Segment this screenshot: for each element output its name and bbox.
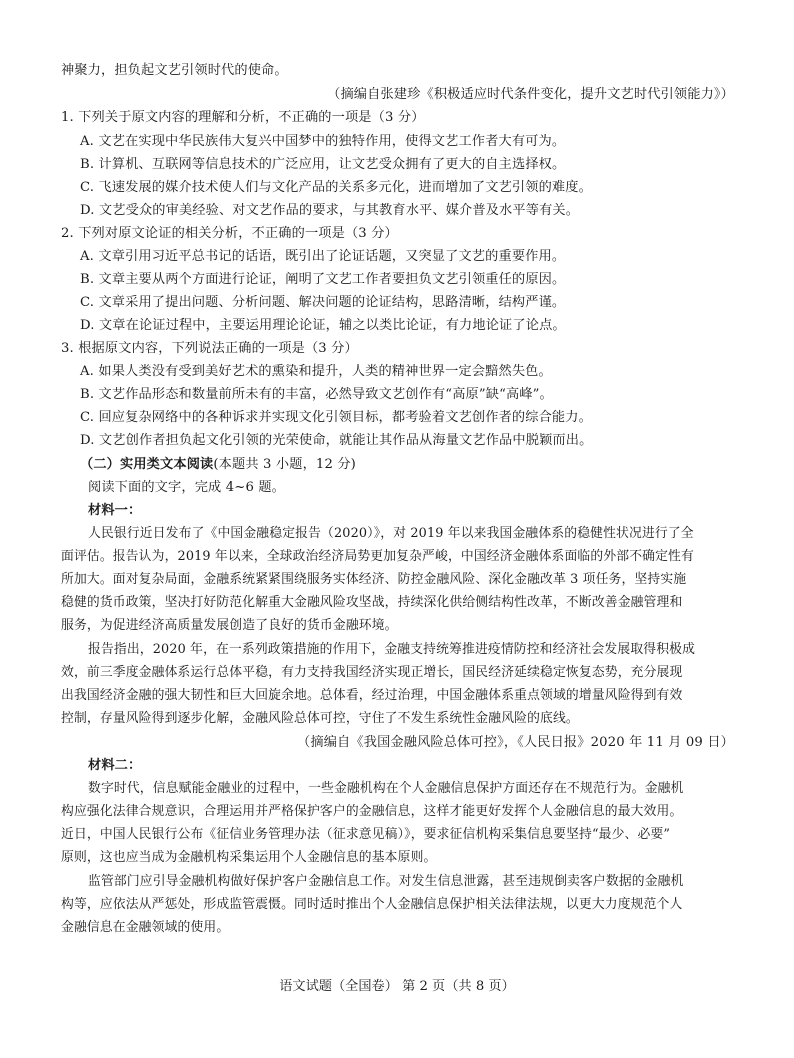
material-1-line: 报告指出，2020 年，在一系列政策措施的作用下，金融支持统筹推进疫情防控和经济社会发展取得积极成 xyxy=(88,642,696,657)
question-2-option-c: C. 文章采用了提出问题、分析问题、解决问题的论证结构，思路清晰，结构严谨。 xyxy=(80,295,566,310)
material-1-line: 出我国经济金融的强大韧性和巨大回旋余地。总体看，经过治理，中国金融体系重点领域的增量风险得到有效 xyxy=(61,688,683,703)
passage-source: （摘编自张建珍《积极适应时代条件变化，提升文艺时代引领能力》） xyxy=(327,87,734,102)
material-2-line: 数字时代，信息赋能金融业的过程中，一些金融机构在个人金融信息保护方面还存在不规范行为。金融机 xyxy=(88,781,684,796)
question-3-option-b: B. 文艺作品形态和数量前所未有的丰富，必然导致文艺创作有“高原”缺“高峰”。 xyxy=(80,387,553,402)
material-1-source: （摘编自《我国金融风险总体可控》，《人民日报》2020 年 11 月 09 日） xyxy=(297,735,734,750)
question-2-option-b: B. 文章主要从两个方面进行论证，阐明了文艺工作者要担负文艺引领重任的原因。 xyxy=(80,272,566,287)
section-2-note: (本题共 3 小题，12 分) xyxy=(213,457,356,472)
material-2-line: 监管部门应引导金融机构做好保护客户金融信息工作。对发生信息泄露，甚至违规倒卖客户数据的金融机 xyxy=(88,874,684,889)
question-2-option-d: D. 文章在论证过程中，主要运用理论论证，辅之以类比论证，有力地论证了论点。 xyxy=(80,318,566,333)
material-1-line: 控制，存量风险得到逐步化解，金融风险总体可控，守住了不发生系统性金融风险的底线。 xyxy=(61,711,579,726)
material-2-title: 材料二： xyxy=(88,758,142,773)
section-2-instruction: 阅读下面的文字，完成 4~6 题。 xyxy=(88,480,286,495)
question-1-stem: 1. 下列关于原文内容的理解和分析，不正确的一项是（3 分） xyxy=(61,110,425,125)
passage-continuation: 神聚力，担负起文艺引领时代的使命。 xyxy=(61,63,288,78)
question-1-option-a: A. 文艺在实现中华民族伟大复兴中国梦中的独特作用，使得文艺工作者大有可为。 xyxy=(80,134,566,149)
material-1-line: 所加大。面对复杂局面，金融系统紧紧围绕服务实体经济、防控金融风险、深化金融改革 3 项任务，坚持实施 xyxy=(61,572,687,587)
material-2-line: 金融信息在金融领域的使用。 xyxy=(61,920,230,935)
section-2-title: （二）实用类文本阅读 xyxy=(80,457,214,472)
material-1-line: 效，前三季度金融体系运行总体平稳，有力支持我国经济实现正增长，国民经济延续稳定恢复态势，充分展现 xyxy=(61,665,683,680)
material-2-line: 近日，中国人民银行公布《征信业务管理办法（征求意见稿）》，要求征信机构采集信息要坚持“最少、必要” xyxy=(61,827,671,842)
material-2-line: 构应强化法律合规意识，合理运用并严格保护客户的金融信息，这样才能更好发挥个人金融信息的最大效用。 xyxy=(61,804,683,819)
material-2-line: 原则，这也应当成为金融机构采集运用个人金融信息的基本原则。 xyxy=(61,850,437,865)
question-3-option-d: D. 文艺创作者担负起文化引领的光荣使命，就能让其作品从海量文艺作品中脱颖而出。 xyxy=(80,433,593,448)
material-2-line: 构等，应依法从严惩处，形成监管震慑。同时适时推出个人金融信息保护相关法律法规，以更大力度规范个人 xyxy=(61,897,683,912)
material-1-line: 面评估。报告认为，2019 年以来，全球政治经济局势更加复杂严峻，中国经济金融体系面临的外部不确定性有 xyxy=(61,549,694,564)
page-footer: 语文试题（全国卷） 第 2 页（共 8 页） xyxy=(279,979,515,994)
question-3-option-a: A. 如果人类没有受到美好艺术的熏染和提升，人类的精神世界一定会黯然失色。 xyxy=(80,364,552,379)
question-2-option-a: A. 文章引用习近平总书记的话语，既引出了论证话题，又突显了文艺的重要作用。 xyxy=(80,249,566,264)
question-1-option-c: C. 飞速发展的媒介技术使人们与文化产品的关系多元化，进而增加了文艺引领的难度。 xyxy=(80,180,592,195)
section-2-heading xyxy=(80,455,356,475)
question-3-option-c: C. 回应复杂网络中的各种诉求并实现文化引领目标，都考验着文艺创作者的综合能力。 xyxy=(80,410,592,425)
material-1-line: 人民银行近日发布了《中国金融稳定报告（2020）》，对 2019 年以来我国金融体系的稳健性状况进行了全 xyxy=(88,526,694,541)
question-1-option-d: D. 文艺受众的审美经验、对文艺作品的要求，与其教育水平、媒介普及水平等有关。 xyxy=(80,203,580,218)
material-1-line: 稳健的货币政策，坚决打好防范化解重大金融风险攻坚战，持续深化供给侧结构性改革，不断改善金融管理和 xyxy=(61,595,683,610)
question-1-option-b: B. 计算机、互联网等信息技术的广泛应用，让文艺受众拥有了更大的自主选择权。 xyxy=(80,157,566,172)
question-2-stem: 2. 下列对原文论证的相关分析，不正确的一项是（3 分） xyxy=(61,226,398,241)
material-1-title: 材料一： xyxy=(88,503,142,518)
material-1-line: 服务，为促进经济高质量发展创造了良好的货币金融环境。 xyxy=(61,618,398,633)
question-3-stem: 3. 根据原文内容，下列说法正确的一项是（3 分） xyxy=(61,341,358,356)
